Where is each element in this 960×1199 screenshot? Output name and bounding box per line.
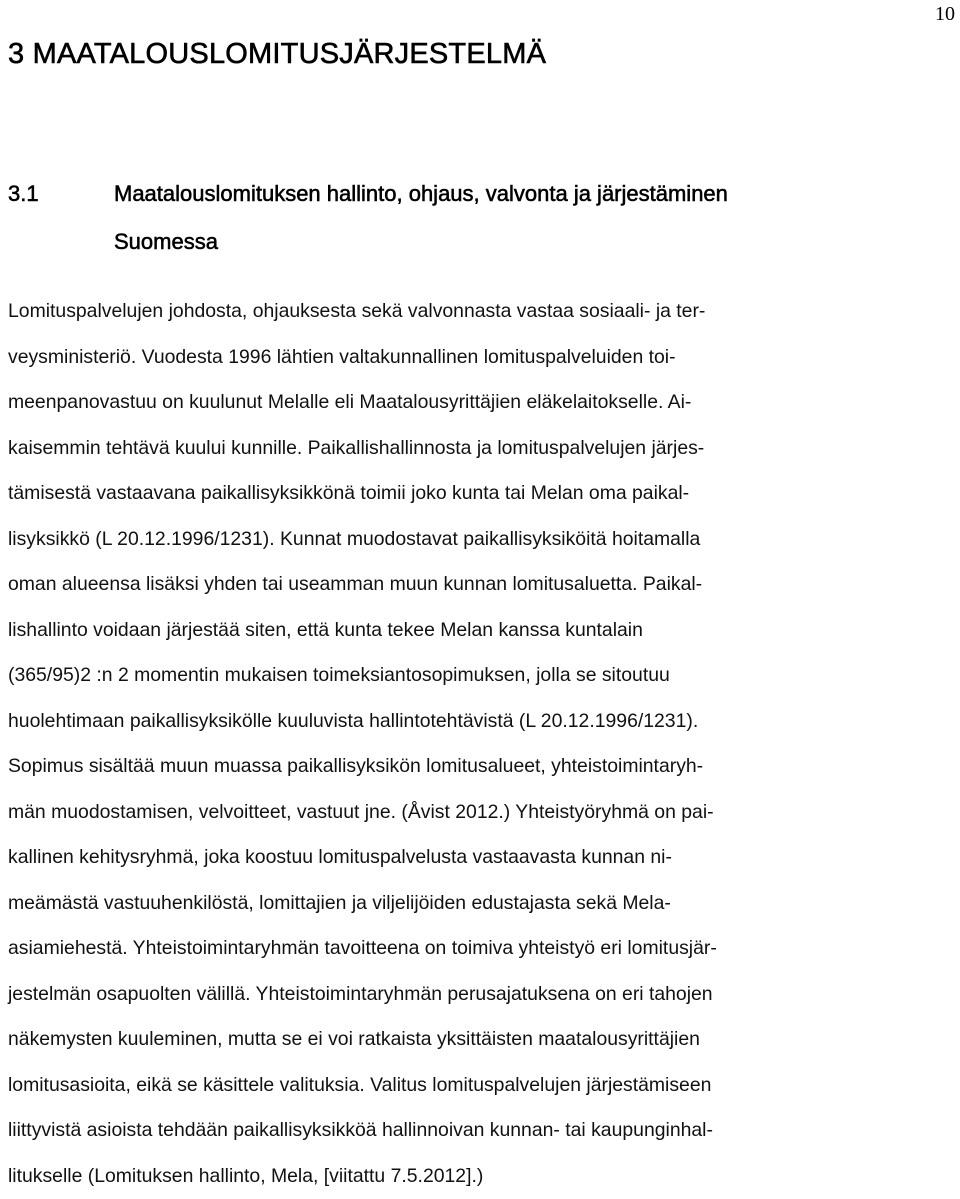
body-line: lomitusasioita, eikä se käsittele valituksia. Valitus lomituspalvelujen järjestämiseen [8, 1063, 952, 1109]
body-line: lisyksikkö (L 20.12.1996/1231). Kunnat muodostavat paikallisyksiköitä hoitamalla [8, 517, 952, 563]
section-number: 3.1 [8, 170, 60, 218]
body-line: Lomituspalvelujen johdosta, ohjauksesta sekä valvonnasta vastaa sosiaali- ja ter- [8, 289, 952, 335]
body-line: näkemysten kuuleminen, mutta se ei voi ratkaista yksittäisten maatalousyrittäjien [8, 1017, 952, 1063]
section-heading [8, 170, 908, 266]
chapter-heading: 3 MAATALOUSLOMITUSJÄRJESTELMÄ [8, 38, 546, 71]
section-title-line-1: Maatalouslomituksen hallinto, ohjaus, valvonta ja järjestäminen [114, 170, 908, 218]
body-line: litukselle (Lomituksen hallinto, Mela, [viitattu 7.5.2012].) [8, 1154, 952, 1199]
page-number: 10 [935, 3, 955, 26]
body-line: lishallinto voidaan järjestää siten, että kunta tekee Melan kanssa kuntalain [8, 608, 952, 654]
body-line: meämästä vastuuhenkilöstä, lomittajien ja viljelijöiden edustajasta sekä Mela- [8, 881, 952, 927]
body-line: (365/95)2 :n 2 momentin mukaisen toimeksiantosopimuksen, jolla se sitoutuu [8, 653, 952, 699]
body-line: Sopimus sisältää muun muassa paikallisyksikön lomitusalueet, yhteistoimintaryh- [8, 744, 952, 790]
body-line: kallinen kehitysryhmä, joka koostuu lomituspalvelusta vastaavasta kunnan ni- [8, 835, 952, 881]
body-line: veysministeriö. Vuodesta 1996 lähtien valtakunnallinen lomituspalveluiden toi- [8, 335, 952, 381]
body-line: huolehtimaan paikallisyksikölle kuuluvista hallintotehtävistä (L 20.12.1996/1231). [8, 699, 952, 745]
body-line: liittyvistä asioista tehdään paikallisyksikköä hallinnoivan kunnan- tai kaupunginhal- [8, 1108, 952, 1154]
body-line: män muodostamisen, velvoitteet, vastuut jne. (Åvist 2012.) Yhteistyöryhmä on pai- [8, 790, 952, 836]
body-line: oman alueensa lisäksi yhden tai useamman muun kunnan lomitusaluetta. Paikal- [8, 562, 952, 608]
body-line: jestelmän osapuolten välillä. Yhteistoimintaryhmän perusajatuksena on eri tahojen [8, 972, 952, 1018]
body-line: tämisestä vastaavana paikallisyksikkönä toimii joko kunta tai Melan oma paikal- [8, 471, 952, 517]
body-paragraph [8, 289, 952, 1199]
body-line: meenpanovastuu on kuulunut Melalle eli Maatalousyrittäjien eläkelaitokselle. Ai- [8, 380, 952, 426]
section-title-line-2: Suomessa [114, 218, 908, 266]
body-line: asiamiehestä. Yhteistoimintaryhmän tavoitteena on toimiva yhteistyö eri lomitusjär- [8, 926, 952, 972]
body-line: kaisemmin tehtävä kuului kunnille. Paikallishallinnosta ja lomituspalvelujen järjes- [8, 426, 952, 472]
